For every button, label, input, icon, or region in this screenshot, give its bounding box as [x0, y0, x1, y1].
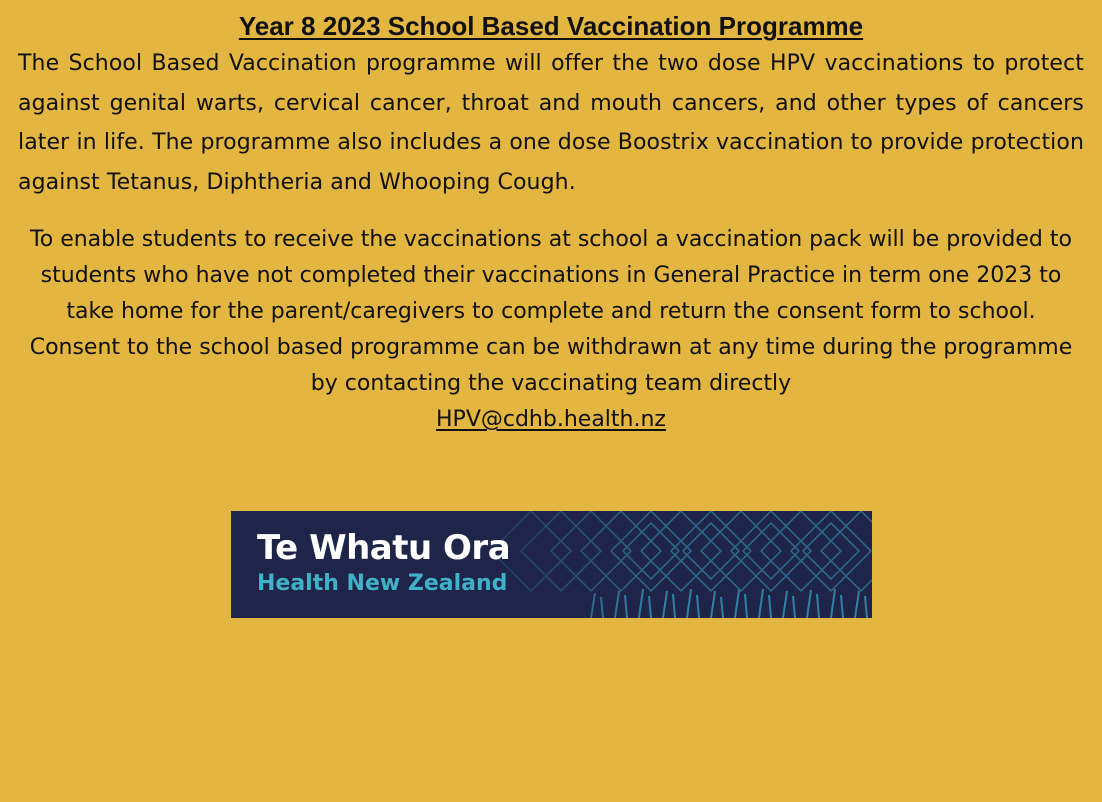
consent-information-paragraph: [18, 222, 1084, 438]
programme-description-paragraph: The School Based Vaccination programme will offer the two dose HPV vaccinations to protect against genital warts, cervical cancer, throat and mouth cancers, and other types of cancers later in life. The programme also includes a one dose Boostrix vaccination to provide protection against Tetanus, Diphtheria and Whooping Cough.: [18, 51, 1084, 195]
logo-subtitle: Health New Zealand: [257, 571, 508, 596]
consent-information-text: To enable students to receive the vaccinations at school a vaccination pack will be provided to students who have not completed their vaccinations in General Practice in term one 2023 to take home for the parent/caregivers to complete and return the consent form to school. Consent to the school based programme can be withdrawn at any time during the programme by contacting the vaccinating team directly: [29, 227, 1073, 396]
contact-email-link[interactable]: HPV@cdhb.health.nz: [436, 407, 666, 432]
te-whatu-ora-logo: [231, 511, 872, 618]
logo-name: Te Whatu Ora: [257, 528, 511, 568]
document-title: Year 8 2023 School Based Vaccination Programme: [238, 11, 864, 41]
